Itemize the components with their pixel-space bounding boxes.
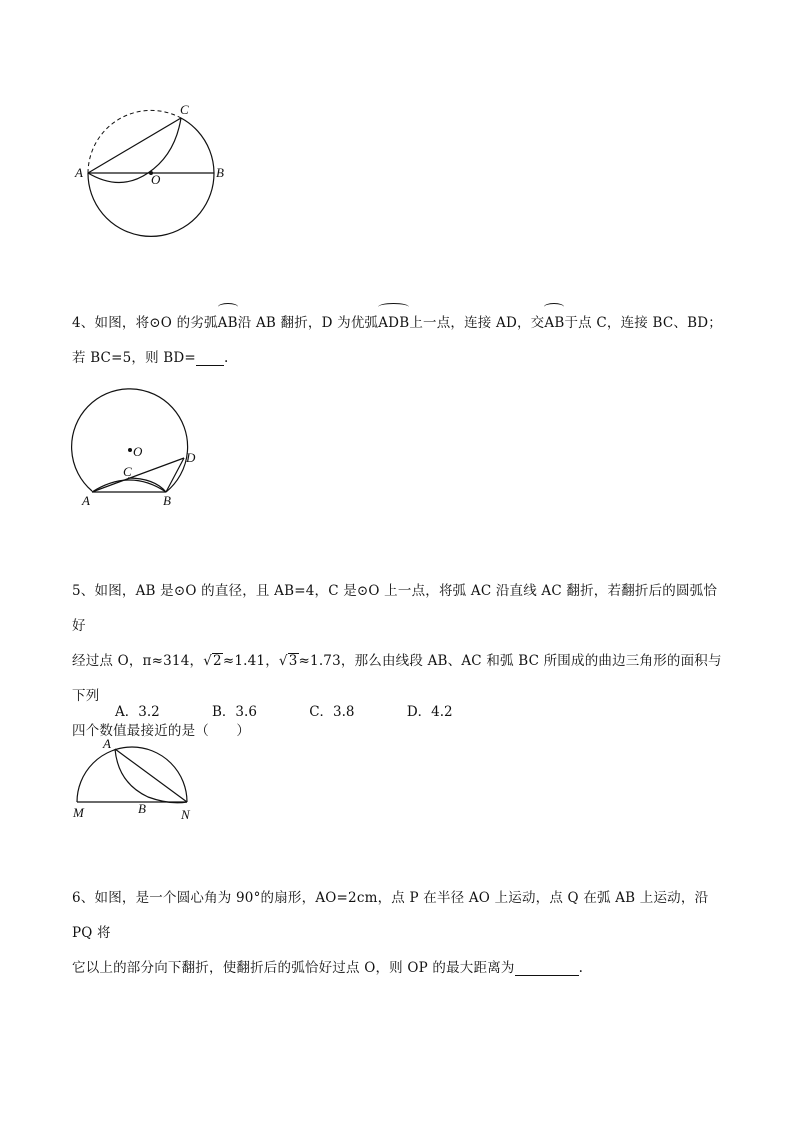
- q4-arc-ab: AB: [218, 306, 238, 341]
- segment-ad: [92, 458, 184, 492]
- sqrt-2: √2: [203, 653, 222, 669]
- choice-b[interactable]: B．3.6: [212, 704, 257, 720]
- figure-q3: [70, 100, 250, 240]
- q4-text-2: 沿 AB 翻折，D 为优弧: [237, 315, 379, 331]
- dashed-arc: [88, 110, 181, 173]
- question-5: [72, 574, 722, 749]
- q6-line2: [72, 951, 722, 986]
- folded-arc: [92, 480, 166, 492]
- q6-line1-text: 如图，是一个圆心角为 90°的扇形，AO=2cm，点 P 在半径 AO 上运动，点 Q 在弧 AB 上运动，沿 PQ 将: [72, 890, 709, 941]
- figure-q3-svg: [70, 100, 250, 240]
- figure-q4: [70, 390, 210, 515]
- q5-number: 5、: [72, 583, 95, 599]
- q6-line2-text: 它以上的部分向下翻折，使翻折后的弧恰好过点 O，则 OP 的最大距离为: [72, 960, 515, 976]
- q4-number: 4、: [72, 315, 95, 331]
- figure-q5-svg: [70, 735, 210, 825]
- q4-answer-blank: [196, 349, 224, 366]
- sqrt-2-radicand: 2: [213, 653, 222, 669]
- q4-line2-text: 若 BC=5，则 BD=: [72, 350, 196, 366]
- label-a: A: [82, 493, 90, 508]
- chord-an: [115, 749, 187, 802]
- q4-line2: [72, 341, 722, 376]
- sqrt-3-radicand: 3: [288, 653, 298, 669]
- q5-line3: 四个数值最接近的是（ ）: [72, 723, 251, 739]
- q5-line1-text: 如图，AB 是⊙O 的直径，且 AB=4，C 是⊙O 上一点，将弧 AC 沿直线 AC 翻折，若翻折后的圆弧恰好: [72, 583, 718, 634]
- q6-answer-blank: [515, 959, 579, 976]
- q4-line1: [72, 306, 722, 341]
- q4-text-4: 于点 C，连接 BC、BD；: [564, 315, 722, 331]
- choice-d[interactable]: D．4.2: [406, 704, 453, 720]
- label-b: B: [163, 493, 171, 508]
- label-m: M: [73, 805, 84, 820]
- label-o: O: [151, 172, 161, 187]
- q5-line2-b: ≈1.41，: [222, 653, 279, 669]
- q4-line2-end: .: [223, 350, 229, 366]
- figure-q5: [70, 735, 210, 825]
- q4-text-3: 上一点，连接 AD，交: [409, 315, 545, 331]
- label-c: C: [123, 464, 132, 479]
- center-point: [128, 448, 132, 452]
- label-d: D: [186, 450, 196, 465]
- question-6: [72, 881, 722, 986]
- label-o: O: [133, 444, 143, 459]
- q6-line1: [72, 881, 722, 951]
- q4-arc-ab-2: AB: [544, 306, 564, 341]
- choice-c[interactable]: C．3.8: [309, 704, 355, 720]
- label-n: N: [181, 807, 190, 822]
- q4-arc-adb: ADB: [378, 306, 409, 341]
- label-b: B: [216, 165, 224, 180]
- q5-line2-a: 经过点 O，π≈314，: [72, 653, 204, 669]
- label-c: C: [180, 102, 189, 117]
- q5-line2-c: ≈1.73，那么由线段 AB、AC 和弧 BC 所围成的曲边三角形的面积与下列: [72, 653, 722, 704]
- sqrt-3: √3: [278, 653, 298, 669]
- q6-number: 6、: [72, 890, 95, 906]
- q5-line1: [72, 574, 722, 644]
- q5-choices: [115, 700, 501, 720]
- label-a: A: [75, 165, 83, 180]
- figure-q4-svg: [70, 390, 210, 515]
- choice-a[interactable]: A．3.2: [115, 704, 160, 720]
- question-4: [72, 306, 722, 376]
- chord-ac: [88, 118, 181, 173]
- semicircle-arc: [77, 747, 187, 802]
- label-b: B: [138, 801, 146, 816]
- q4-text-1: 如图，将⊙O 的劣弧: [94, 315, 218, 331]
- q6-line2-end: .: [578, 960, 584, 976]
- label-a: A: [103, 736, 111, 751]
